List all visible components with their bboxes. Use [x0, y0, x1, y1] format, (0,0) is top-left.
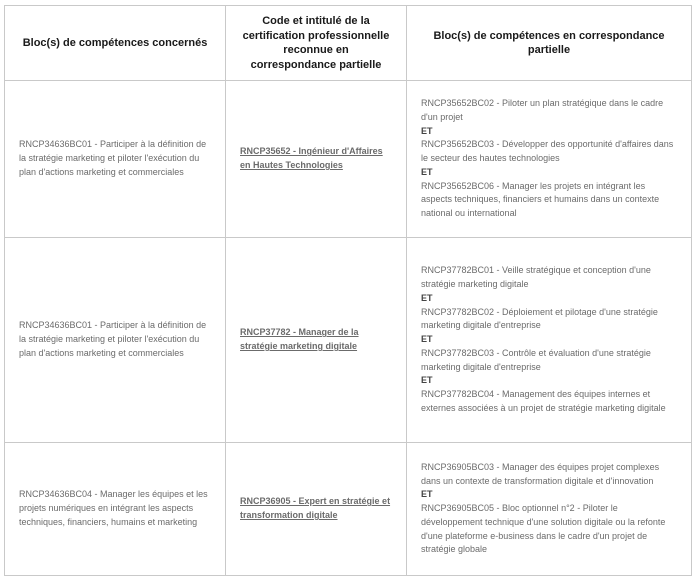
and-connector: ET: [421, 334, 433, 345]
table-row: [5, 238, 692, 443]
matching-block-item: RNCP36905BC05 - Bloc optionnel n°2 - Piloter le développement technique d'une solution digitale ou la refonte d'une plateforme e-business dans le cadre d'un projet de stratégie globale: [421, 503, 666, 555]
certification-title: RNCP36905 - Expert en stratégie et transformation digitale: [240, 496, 391, 520]
source-block-cell: RNCP34636BC01 - Participer à la définition de la stratégie marketing et piloter l'exécution du plan d'actions marketing et commerciales: [5, 81, 226, 238]
certification-title: RNCP37782 - Manager de la stratégie marketing digitale: [240, 327, 359, 351]
matching-blocks-cell: [407, 81, 692, 238]
header-certification: Code et intitulé de la certification professionnelle reconnue en correspondance partielle: [226, 6, 407, 81]
certification-cell: [226, 81, 407, 238]
and-connector: ET: [421, 489, 433, 500]
and-connector: ET: [421, 125, 433, 136]
source-block-cell: RNCP34636BC01 - Participer à la définition de la stratégie marketing et piloter l'exécution du plan d'actions marketing et commerciales: [5, 238, 226, 443]
matching-block-item: RNCP37782BC03 - Contrôle et évaluation d'une stratégie marketing digitale d'entreprise: [421, 347, 651, 372]
matching-blocks-cell: [407, 443, 692, 576]
matching-block-item: RNCP35652BC02 - Piloter un plan stratégique dans le cadre d'un projet: [421, 97, 664, 122]
certification-cell: [226, 238, 407, 443]
and-connector: ET: [421, 375, 433, 386]
table-row: [5, 81, 692, 238]
and-connector: ET: [421, 292, 433, 303]
matching-block-item: RNCP35652BC06 - Manager les projets en intégrant les aspects techniques, financiers et humains dans un contexte national ou international: [421, 180, 660, 219]
matching-blocks-cell: [407, 238, 692, 443]
matching-block-item: RNCP36905BC03 - Manager des équipes projet complexes dans un contexte de transformation digitale et d'innovation: [421, 461, 660, 486]
header-matching-blocks: Bloc(s) de compétences en correspondance partielle: [407, 6, 692, 81]
and-connector: ET: [421, 166, 433, 177]
table-row: [5, 443, 692, 576]
header-row: [5, 6, 692, 81]
header-source-blocks: Bloc(s) de compétences concernés: [5, 6, 226, 81]
matching-block-item: RNCP35652BC03 - Développer des opportunité d'affaires dans le secteur des hautes technologies: [421, 139, 674, 164]
matching-block-item: RNCP37782BC01 - Veille stratégique et conception d'une stratégie marketing digitale: [421, 265, 651, 289]
matching-block-item: RNCP37782BC04 - Management des équipes internes et externes associées à un projet de stratégie marketing digitale: [421, 389, 666, 414]
correspondence-table: [4, 5, 692, 576]
certification-title: RNCP35652 - Ingénieur d'Affaires en Hautes Technologies: [240, 146, 383, 170]
matching-block-item: RNCP37782BC02 - Déploiement et pilotage d'une stratégie marketing digitale d'entreprise: [421, 306, 658, 331]
certification-cell: [226, 443, 407, 576]
source-block-cell: RNCP34636BC04 - Manager les équipes et les projets numériques en intégrant les aspects techniques, financiers, humains et marketing: [5, 443, 226, 576]
